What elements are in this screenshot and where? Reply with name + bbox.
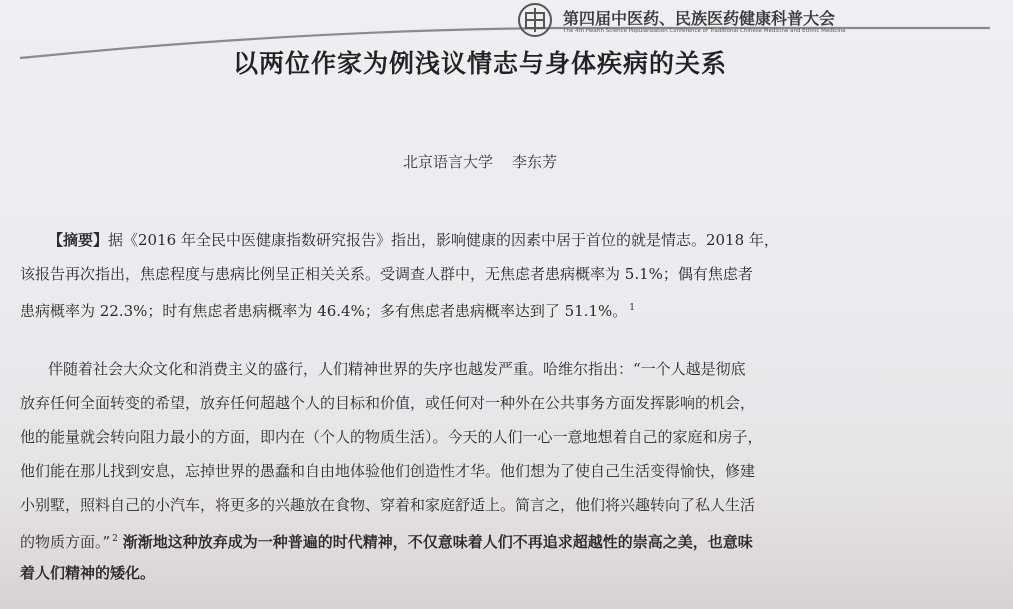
abstract-line-1	[20, 223, 983, 257]
body-text-6b: 渐渐地这种放弃成为一种普遍的时代精神，不仅意味着人们不再追求超越性的崇高之美，也意味	[122, 533, 753, 551]
author-line: 北京语言大学 李东芳	[402, 153, 558, 171]
conference-name-cn: 第四届中医药、民族医药健康科普大会	[563, 9, 836, 28]
abstract-label: 【摘要】	[48, 231, 109, 249]
conference-name-en: The 4th Health Science Popularization Conference of Traditional Chinese Medicine and Ethnic Medicine	[563, 28, 846, 34]
body-text-6a: 的物质方面。”	[20, 533, 111, 551]
body-line-3: 他的能量就会转向阻力最小的方面，即内在（个人的物质生活）。今天的人们一心一意地想着自己的家庭和房子，	[20, 428, 763, 446]
body-line-5: 小别墅，照料自己的小汽车，将更多的兴趣放在食物、穿着和家庭舒适上。简言之，他们将兴趣转向了私人生活	[20, 496, 756, 514]
body-paragraph	[20, 352, 983, 590]
footnote-marker-2: 2	[112, 534, 118, 544]
abstract-text-1: 据《2016 年全民中医健康指数研究报告》指出，影响健康的因素中居于首位的就是情志。2018 年，	[108, 231, 779, 249]
body-line-4: 他们能在那儿找到安息，忘掉世界的愚蠢和自由地体验他们创造性才华。他们想为了使自己生活变得愉快，修建	[20, 462, 756, 480]
conference-logo-icon	[517, 2, 553, 38]
body-line-1: 伴随着社会大众文化和消费主义的盛行，人们精神世界的失序也越发严重。哈维尔指出：“一个人越是彻底	[48, 360, 746, 378]
body-line-2: 放弃任何全面转变的希望，放弃任何超越个人的目标和价值，或任何对一种外在公共事务方面发挥影响的机会，	[20, 394, 756, 412]
footnote-marker-1: 1	[629, 303, 635, 313]
body-line-7: 着人们精神的矮化。	[20, 564, 156, 582]
article-title: 以两位作家为例浅议情志与身体疾病的关系	[232, 49, 727, 78]
abstract-line-2: 该报告再次指出，焦虑程度与患病比例呈正相关关系。受调查人群中，无焦虑者患病概率为 5.1%；偶有焦虑者	[20, 265, 753, 283]
abstract-line-3	[20, 291, 983, 325]
body-line-6	[20, 522, 983, 556]
conference-header	[507, 2, 927, 42]
abstract-text-3: 患病概率为 22.3%；时有焦虑者患病概率为 46.4%；多有焦虑者患病概率达到了 51.1%。	[20, 302, 628, 320]
abstract-section	[20, 223, 983, 325]
